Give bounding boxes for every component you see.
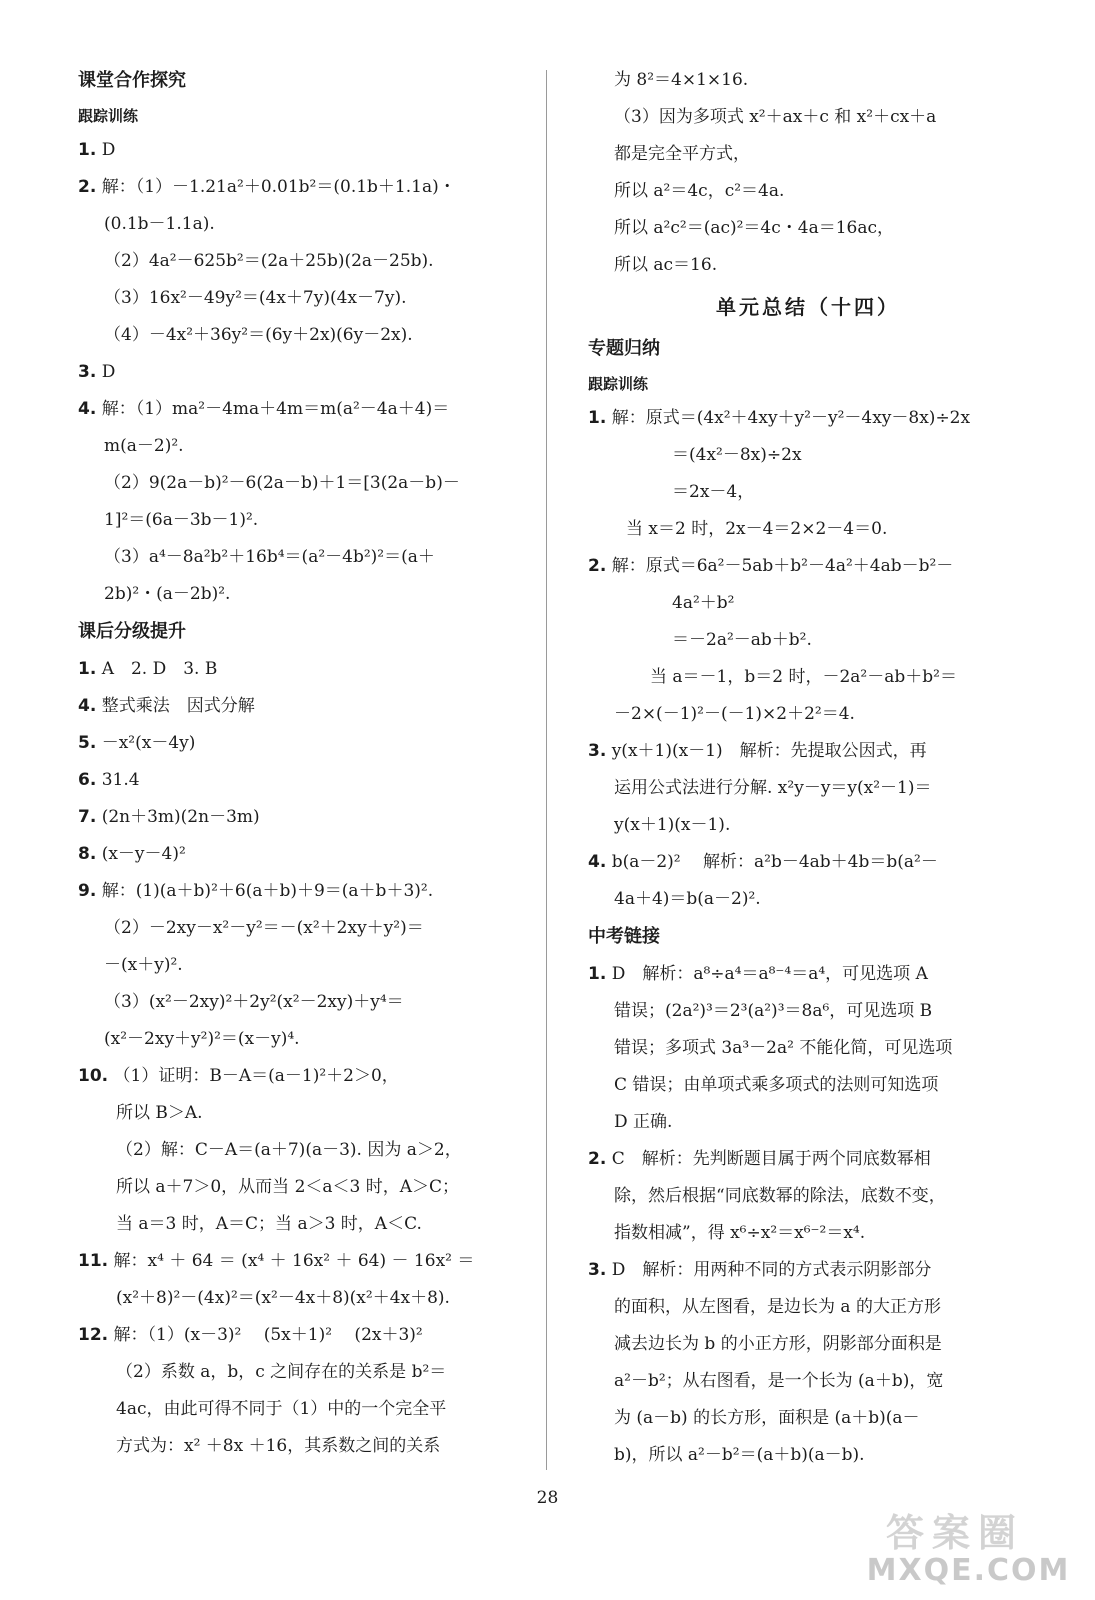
answer-line: 运用公式法进行分解. x²y－y＝y(x²－1)＝ [614,778,932,798]
answer-line [588,400,1028,437]
answer-line [78,688,518,725]
answer-line: m(a－2)². [104,436,184,456]
answer-line [588,733,1028,770]
item-number: 1. [588,408,607,428]
answer-line [78,1317,518,1354]
section-title: 专题归纳 [588,338,660,359]
answer-line: (0.1b－1.1a). [104,214,215,234]
answer-line [78,799,518,836]
section-title: 中考链接 [588,926,660,947]
answer-text: b(a－2)² 解析：a²b－4ab＋4b＝b(a²－ [611,852,938,872]
answer-line [78,725,518,762]
answer-line: （2）－2xy－x²－y²＝－(x²＋2xy＋y²)＝ [104,918,424,938]
answer-line: 所以 a²＝4c，c²＝4a. [614,181,785,201]
answer-line [78,169,518,206]
answer-text: A 2. D 3. B [101,659,218,679]
item-number: 2. [588,1149,607,1169]
answer-text: D [101,140,116,160]
answer-line: 所以 a²c²＝(ac)²＝4c・4a＝16ac， [614,218,895,238]
answer-line: 为 (a－b) 的长方形，面积是 (a＋b)(a－ [614,1408,920,1428]
item-number: 4. [78,399,97,419]
answer-text: 解：原式＝(4x²＋4xy＋y²－y²－4xy－8x)÷2x [611,408,971,428]
item-number: 10. [78,1066,109,1086]
answer-line: 都是完全平方式， [614,144,750,164]
item-number: 8. [78,844,97,864]
answer-line [78,651,518,688]
answer-line [78,354,518,391]
answer-line [78,391,518,428]
answer-text: 整式乘法 因式分解 [101,696,255,716]
item-number: 3. [78,362,97,382]
section-title: 课后分级提升 [78,621,186,642]
answer-line: 指数相减”，得 x⁶÷x²＝x⁶⁻²＝x⁴. [614,1223,866,1243]
answer-line [78,1058,518,1095]
answer-line: y(x＋1)(x－1). [614,815,731,835]
item-number: 2. [78,177,97,197]
answer-line: （3）16x²－49y²＝(4x＋7y)(4x－7y). [104,288,407,308]
answer-line: （3）(x²－2xy)²＋2y²(x²－2xy)＋y⁴＝ [104,992,404,1012]
answer-line [78,836,518,873]
item-number: 11. [78,1251,109,1271]
answer-line: 为 8²＝4×1×16. [614,70,749,90]
answer-line: －(x＋y)². [104,955,183,975]
answer-line: －2×(－1)²－(－1)×2＋2²＝4. [614,704,855,724]
answer-line: 4a²＋b² [672,593,735,613]
answer-line [78,1243,518,1280]
answer-line [588,1252,1028,1289]
watermark-brand: 答案圈 [886,1511,1025,1555]
answer-line: 4a＋4)＝b(a－2)². [614,889,761,909]
answer-line: （2）解：C－A＝(a＋7)(a－3). 因为 a＞2， [116,1140,462,1160]
answer-text: 解：（1）ma²－4ma＋4m＝m(a²－4a＋4)＝ [101,399,450,419]
answer-line: (x²－2xy＋y²)²＝(x－y)⁴. [104,1029,300,1049]
right-column [588,62,1028,1474]
watermark-logo [856,1498,1081,1588]
answer-text: （1）证明：B－A＝(a－1)²＋2＞0， [113,1066,399,1086]
left-column [78,62,518,1465]
answer-line [588,956,1028,993]
answer-line: （3）a⁴－8a²b²＋16b⁴＝(a²－4b²)²＝(a＋ [104,547,435,567]
item-number: 1. [78,659,97,679]
answer-line: a²－b²；从右图看，是一个长为 (a＋b)，宽 [614,1371,944,1391]
answer-line: 方式为：x² ＋8x ＋16，其系数之间的关系 [116,1436,441,1456]
column-divider [546,70,547,1470]
answer-line [588,844,1028,881]
answer-line: （2）系数 a，b，c 之间存在的关系是 b²＝ [116,1362,447,1382]
answer-text: (x－y－4)² [101,844,186,864]
item-number: 5. [78,733,97,753]
answer-line [588,1141,1028,1178]
answer-text: D 解析：a⁸÷a⁴＝a⁸⁻⁴＝a⁴，可见选项 A [611,964,928,984]
item-number: 4. [588,852,607,872]
answer-line: 4ac，由此可得不同于（1）中的一个完全平 [116,1399,447,1419]
item-number: 1. [588,964,607,984]
answer-line: （3）因为多项式 x²＋ax＋c 和 x²＋cx＋a [614,107,937,127]
answer-line [78,873,518,910]
section-subtitle: 跟踪训练 [78,107,139,125]
unit-title: 单元总结（十四） [716,295,900,319]
answer-line: 错误；多项式 3a³－2a² 不能化简，可见选项 [614,1038,953,1058]
answer-line [588,548,1028,585]
answer-text: C 解析：先判断题目属于两个同底数幂相 [611,1149,931,1169]
answer-line [78,132,518,169]
answer-text: (2n＋3m)(2n－3m) [101,807,260,827]
answer-line: 所以 ac＝16. [614,255,718,275]
answer-line: 除，然后根据“同底数幂的除法，底数不变， [614,1186,946,1206]
answer-line: ＝(4x²－8x)÷2x [672,445,802,465]
item-number: 12. [78,1325,109,1345]
answer-line: ＝－2a²－ab＋b². [672,630,812,650]
answer-text: 解：原式＝6a²－5ab＋b²－4a²＋4ab－b²－ [611,556,954,576]
answer-line: 1]²＝(6a－3b－1)². [104,510,259,530]
watermark-url: MXQE.COM [866,1553,1071,1588]
answer-line: C 错误；由单项式乘多项式的法则可知选项 [614,1075,939,1095]
item-number: 2. [588,556,607,576]
answer-text: 31.4 [101,770,140,790]
answer-text: 解：x⁴ ＋ 64 ＝ (x⁴ ＋ 16x² ＋ 64) － 16x² ＝ [113,1251,475,1271]
item-number: 4. [78,696,97,716]
answer-line: 当 a＝3 时，A＝C；当 a＞3 时，A＜C. [116,1214,422,1234]
answer-line: 所以 B＞A. [116,1103,203,1123]
answer-line [78,762,518,799]
answer-text: y(x＋1)(x－1) 解析：先提取公因式，再 [611,741,927,761]
answer-line: 当 a＝－1，b＝2 时，－2a²－ab＋b²＝ [650,667,957,687]
section-title: 课堂合作探究 [78,70,186,91]
item-number: 3. [588,1260,607,1280]
answer-line: D 正确. [614,1112,673,1132]
answer-line: ＝2x－4， [672,482,755,502]
answer-line: 错误；(2a²)³＝2³(a²)³＝8a⁶，可见选项 B [614,1001,933,1021]
item-number: 9. [78,881,97,901]
item-number: 1. [78,140,97,160]
answer-line: 减去边长为 b 的小正方形，阴影部分面积是 [614,1334,942,1354]
answer-text: D 解析：用两种不同的方式表示阴影部分 [611,1260,932,1280]
item-number: 6. [78,770,97,790]
answer-text: 解：（1）(x－3)² (5x＋1)² (2x＋3)² [113,1325,423,1345]
answer-line: 2b)²・(a－2b)². [104,584,231,604]
answer-text: 解：（1）－1.21a²＋0.01b²＝(0.1b＋1.1a)・ [101,177,456,197]
item-number: 7. [78,807,97,827]
answer-text: 解：(1)(a＋b)²＋6(a＋b)＋9＝(a＋b＋3)². [101,881,434,901]
answer-line: (x²＋8)²－(4x)²＝(x²－4x＋8)(x²＋4x＋8). [116,1288,450,1308]
answer-line: （2）9(2a－b)²－6(2a－b)＋1＝[3(2a－b)－ [104,473,460,493]
answer-line: （2）4a²－625b²＝(2a＋25b)(2a－25b). [104,251,434,271]
section-subtitle: 跟踪训练 [588,375,649,393]
answer-line: b)，所以 a²－b²＝(a＋b)(a－b). [614,1445,865,1465]
answer-line: 当 x＝2 时，2x－4＝2×2－4＝0. [626,519,888,539]
answer-text: －x²(x－4y) [101,733,196,753]
item-number: 3. [588,741,607,761]
page-number: 28 [536,1488,559,1508]
answer-line: 所以 a＋7＞0，从而当 2＜a＜3 时，A＞C； [116,1177,460,1197]
answer-line: （4）－4x²＋36y²＝(6y＋2x)(6y－2x). [104,325,413,345]
answer-line: 的面积，从左图看，是边长为 a 的大正方形 [614,1297,941,1317]
answer-text: D [101,362,116,382]
